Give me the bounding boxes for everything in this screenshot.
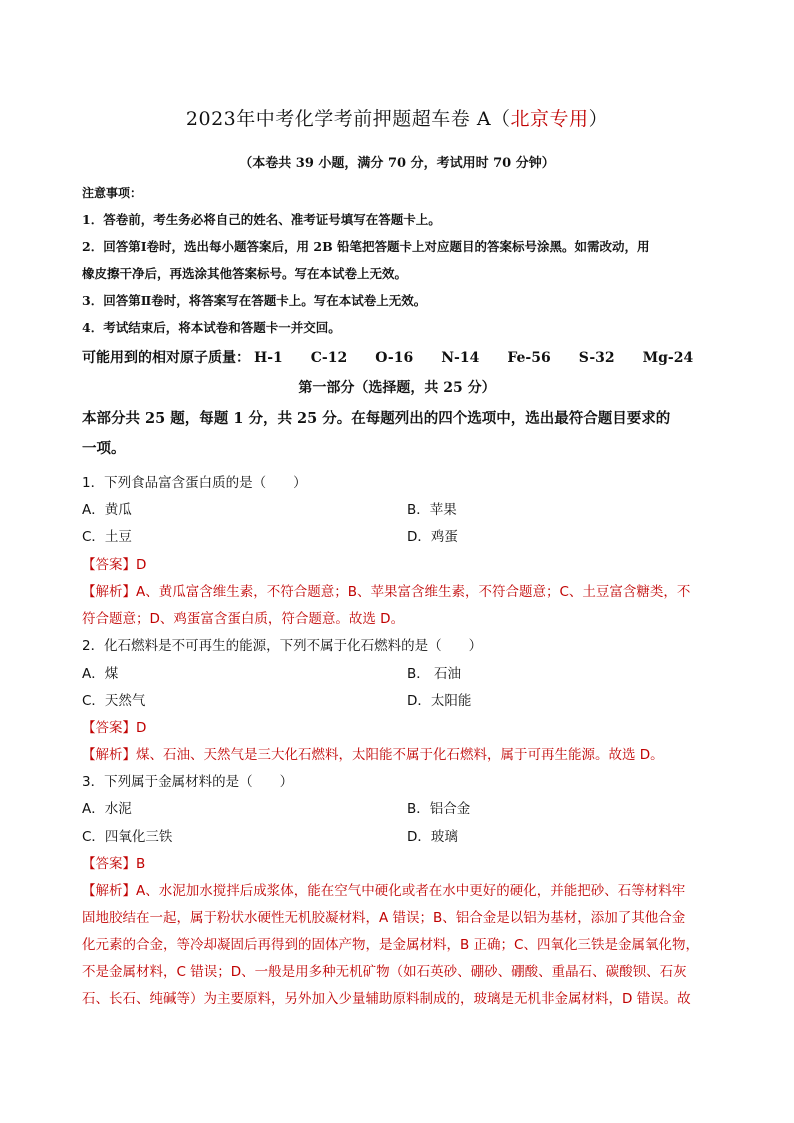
part-instructions: 本部分共 25 题，每题 1 分，共 25 分。在每题列出的四个选项中，选出最符合题目要求的 [82, 410, 671, 427]
note-item: 4．考试结束后，将本试卷和答题卡一并交回。 [82, 320, 341, 335]
atomic-mass-value: Fe-56 [507, 350, 551, 366]
exam-subtitle: （本卷共 39 小题，满分 70 分，考试用时 70 分钟） [239, 156, 555, 171]
option-d: D．太阳能 [407, 693, 472, 709]
title-main: 2023年中考化学考前押题超车卷 A（ [185, 108, 511, 130]
atomic-mass-value: Mg-24 [642, 350, 694, 366]
answer: 【答案】D [82, 720, 147, 736]
note-item: 1．答卷前，考生务必将自己的姓名、准考证号填写在答题卡上。 [82, 212, 441, 227]
atomic-mass-value: N-14 [441, 350, 480, 366]
option-a: A．煤 [82, 666, 119, 682]
option-d: D．玻璃 [407, 829, 458, 845]
page-title [0, 104, 794, 131]
atomic-mass-label: 可能用到的相对原子质量： [82, 350, 250, 366]
title-region: 北京专用 [510, 108, 589, 130]
note-item: 2．回答第Ⅰ卷时，选出每小题答案后，用 2B 铅笔把答题卡上对应题目的答案标号涂黑。如需改动，用 [82, 239, 650, 254]
notes-heading: 注意事项： [82, 186, 143, 200]
explanation-line: 石、长石、纯碱等）为主要原料，另外加入少量辅助原料制成的，玻璃是无机非金属材料，D 错误。故 [82, 991, 691, 1007]
question-stem: 3．下列属于金属材料的是（ ） [82, 774, 294, 790]
explanation-line: 【解析】煤、石油、天然气是三大化石燃料，太阳能不属于化石燃料，属于可再生能源。故选 D。 [82, 747, 664, 763]
explanation-line: 符合题意；D、鸡蛋富含蛋白质，符合题意。故选 D。 [82, 611, 405, 627]
atomic-mass-value: C-12 [310, 350, 348, 366]
question-stem: 2．化石燃料是不可再生的能源，下列不属于化石燃料的是（ ） [82, 638, 483, 654]
atomic-mass-value: O-16 [375, 350, 414, 366]
atomic-mass-value: S-32 [578, 350, 615, 366]
option-c: C．天然气 [82, 693, 146, 709]
part-instructions-cont: 一项。 [82, 440, 126, 457]
option-b: B．苹果 [407, 502, 457, 518]
option-a: A．水泥 [82, 801, 132, 817]
explanation-line: 化元素的合金，等冷却凝固后再得到的固体产物，是金属材料，B 正确；C、四氧化三铁是金属氧化物， [82, 937, 699, 953]
atomic-mass-row [82, 347, 721, 367]
atomic-mass-value: H-1 [254, 350, 283, 366]
answer: 【答案】B [82, 856, 146, 872]
answer: 【答案】D [82, 557, 147, 573]
explanation-line: 【解析】A、水泥加水搅拌后成浆体，能在空气中硬化或者在水中更好的硬化，并能把砂、石等材料牢 [82, 883, 686, 899]
explanation-line: 【解析】A、黄瓜富含维生素，不符合题意；B、苹果富含维生素，不符合题意；C、土豆富含糖类，不 [82, 584, 691, 600]
option-c: C．土豆 [82, 529, 132, 545]
option-a: A．黄瓜 [82, 502, 132, 518]
question-stem: 1．下列食品富含蛋白质的是（ ） [82, 475, 307, 491]
title-end: ） [588, 108, 609, 130]
explanation-line: 不是金属材料，C 错误；D、一般是用多种无机矿物（如石英砂、硼砂、硼酸、重晶石、碳酸钡、石灰 [82, 964, 687, 980]
option-c: C．四氧化三铁 [82, 829, 173, 845]
option-b: B． 石油 [407, 666, 462, 682]
option-d: D．鸡蛋 [407, 529, 458, 545]
note-item: 3．回答第Ⅱ卷时，将答案写在答题卡上。写在本试卷上无效。 [82, 293, 427, 308]
note-item: 橡皮擦干净后，再选涂其他答案标号。写在本试卷上无效。 [82, 266, 408, 281]
explanation-line: 固地胶结在一起，属于粉状水硬性无机胶凝材料，A 错误；B、铝合金是以铝为基材，添加了其他合金 [82, 910, 686, 926]
option-b: B．铝合金 [407, 801, 471, 817]
part-heading: 第一部分（选择题，共 25 分） [298, 380, 496, 396]
